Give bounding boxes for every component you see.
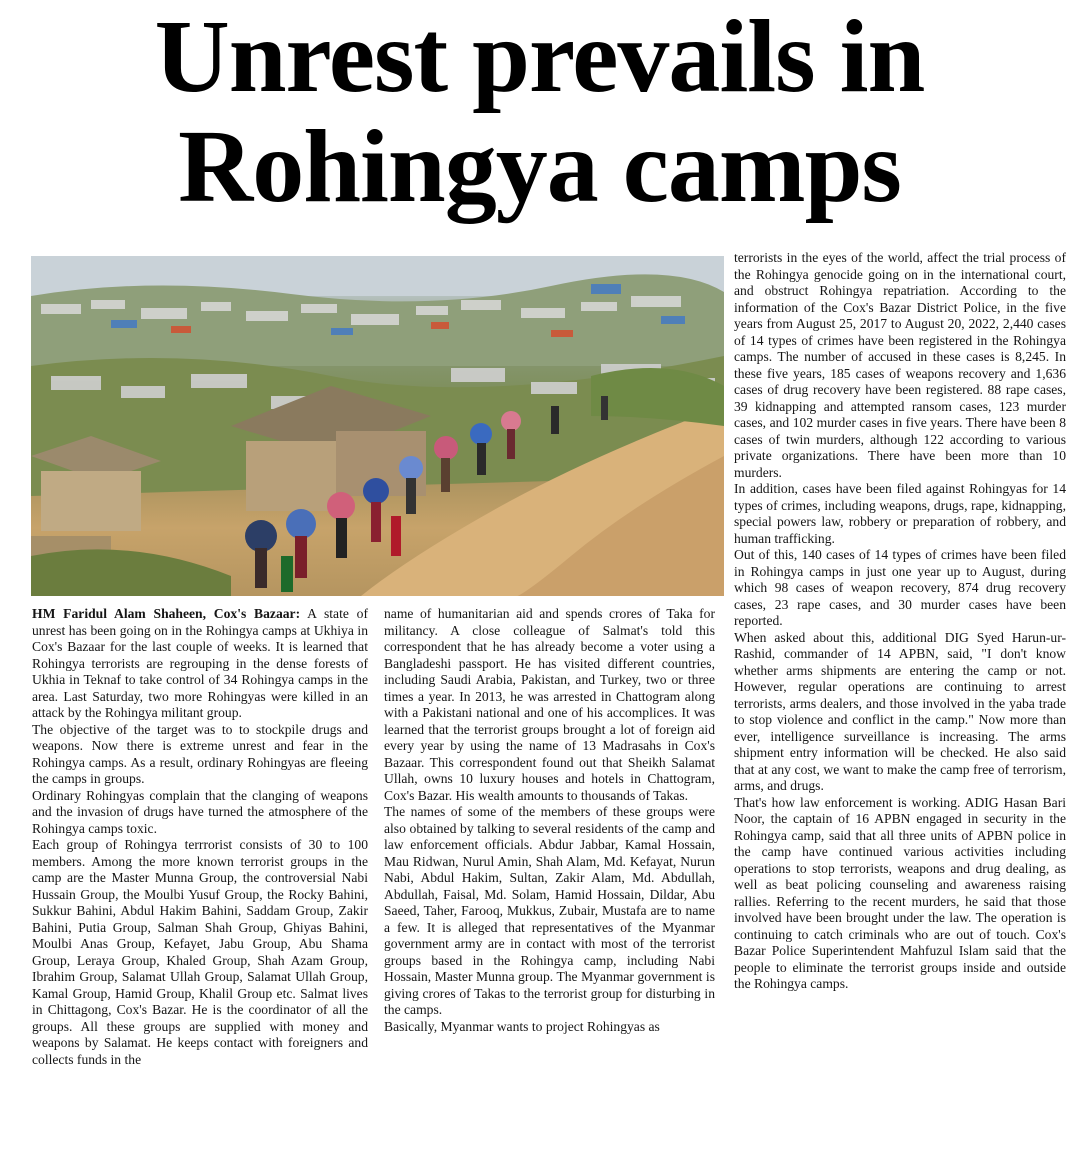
headline xyxy=(0,2,1079,222)
column-2-paragraph: Basically, Myanmar wants to project Rohingyas as xyxy=(384,1018,660,1034)
column-1-paragraph: The objective of the target was to to stockpile drugs and weapons. Now there is extreme unrest and fear in the Rohingya camps. As a result, ordinary Rohingyas are fleeing the camps in groups. xyxy=(32,721,368,786)
column-3-paragraph: terrorists in the eyes of the world, affect the trial process of the Rohingya genocide going on in the international court, and obstruct Rohingya repatriation. According to the information of the Cox's Bazar District Police, in the five years from August 25, 2017 to August 20, 2022, 2,440 cases of 14 types of crimes have been registered in the Rohingya camps. The number of accused in these cases is 8,245. In these five years, 185 cases of weapons recovery and 1,636 cases of drug recovery have been registered. 88 rape cases, 39 kidnapping and attempted ransom cases, 123 murder cases, and 102 murder cases in five years. There have been 8 cases of twin murders, although 122 according to various private organizations. There have been more than 10 murders. xyxy=(734,250,1066,480)
byline: HM Faridul Alam Shaheen, Cox's Bazaar: xyxy=(32,606,301,621)
headline-line-1: Unrest prevails in xyxy=(154,0,925,114)
column-3-paragraph: In addition, cases have been filed against Rohingyas for 14 types of crimes, including weapons, drugs, rape, kidnapping, special powers law, robbery or preparation of robbery, and human trafficking. xyxy=(734,481,1066,546)
column-1-paragraph-text: A state of unrest has been going on in the Rohingya camps at Ukhiya in Cox's Bazaar for the last couple of weeks. It is learned that Rohingya terrorists are regrouping in the dense forests of Ukhia in Teknaf to take control of 34 Rohingya camps in the area. Last Saturday, two more Rohingyas were killed in an attack by the Rohingya militant group. xyxy=(32,606,368,720)
article-column-1 xyxy=(32,606,368,1068)
column-3-paragraph: That's how law enforcement is working. ADIG Hasan Bari Noor, the captain of 16 APBN engaged in security in the Rohingya camp, said that all three units of APBN police in the camp have continued various activities including operations to stop terrorists, weapons and drug dealing, as well as beat policing counseling and awareness raising rallies. Referring to the recent murders, he said that those involved have been brought under the law. The operation is continuing to catch criminals who are out of touch. Cox's Bazar Police Superintendent Mahfuzul Islam said that the people to eliminate the terrorist groups inside and outside the Rohingya camps. xyxy=(734,794,1066,991)
column-3-paragraph: Out of this, 140 cases of 14 types of crimes have been filed in Rohingya camps in just one year up to August, during which 98 cases of weapon recovery, 874 drug recovery cases, 23 rape cases, and 30 murder cases have been reported. xyxy=(734,547,1066,628)
article-column-3 xyxy=(734,250,1066,993)
news-photo-rohingya-camp xyxy=(31,256,724,596)
column-2-paragraph: name of humanitarian aid and spends crores of Taka for militancy. A close colleague of Salmat's told this correspondent that he has already become a voter using a Bangladeshi passport. He has visited different countries, including Saudi Arabia, Pakistan, and Turkey, two or three times a year. In 2013, he was arrested in Chattogram along with a Pakistani national and one of his accomplices. It was learned that the terrorist groups brought a lot of foreign aid every year by using the name of 13 Madrasahs in Cox's Bazaar. This correspondent found out that Sheikh Salamat Ullah, owns 10 luxury houses and hotels in Chattogram, Cox's Bazar. His wealth amounts to thousands of Takas. xyxy=(384,606,715,803)
article-column-2 xyxy=(384,606,715,1035)
headline-line-2: Rohingya camps xyxy=(178,109,901,224)
column-1-paragraph: Each group of Rohingya terrrorist consists of 30 to 100 members. Among the more known terrorist groups in the camp are the Master Munna Group, the controversial Nabi Hussain Group, the Moulbi Yusuf Group, the Rocky Bahini, Sukkur Bahini, Abdul Hakim Bahini, Saddam Group, Zakir Bahini, Putia Group, Salman Shah Group, Ghiyas Bahini, Moulbi Anas Group, Kefayet, Jabu Group, Abu Shama Group, Leraya Group, Khaled Group, Shah Azam Group, Ibrahim Group, Salamat Ullah Group, Salamat Ullah Group, Kamal Group, Hamid Group, Khalil Group etc. Salmat lives in Chittagong, Cox's Bazar. He is the coordinator of all the groups. All these groups are supplied with money and weapons by Salamat. He keeps contact with foreigners and collects funds in the xyxy=(32,837,368,1067)
column-2-paragraph: The names of some of the members of these groups were also obtained by talking to several residents of the camp and law enforcement officials. Abdur Jabbar, Kamal Hossain, Mau Ridwan, Nurul Amin, Shah Alam, Md. Kefayat, Nurun Nabi, Abdul Hakim, Sultan, Zakir Alam, Md. Abdullah, Abdullah, Faisal, Md. Solam, Hamid Hossain, Dildar, Abu Saeed, Taher, Farooq, Mukkus, Zubair, Mustafa are to name a few. It is alleged that representatives of the Myanmar government army are in contact with most of the terrorist groups based in the Rohingya camp, including Nabi Hossain, Master Munna group. The Myanmar government is giving crores of Takas to the terrorist group for disturbing in the camps. xyxy=(384,804,715,1017)
column-3-paragraph: When asked about this, additional DIG Syed Harun-ur-Rashid, commander of 14 APBN, said, "I don't know whether arms shipments are entering the camp or not. However, regular operations are continuing to arrest terrorists, arms dealers, and those involved in the yaba trade to stop violence and conflict in the camp." Now more than ever, intelligence surveillance is increasing. The arms shipment entry information will be checked. He also said that at any cost, we want to make the camp free of terrorism, arms, and drugs. xyxy=(734,629,1066,793)
column-1-paragraph: Ordinary Rohingyas complain that the clanging of weapons and the invasion of drugs have turned the atmosphere of the Rohingya camps toxic. xyxy=(32,787,368,836)
column-1-paragraph xyxy=(32,606,368,722)
